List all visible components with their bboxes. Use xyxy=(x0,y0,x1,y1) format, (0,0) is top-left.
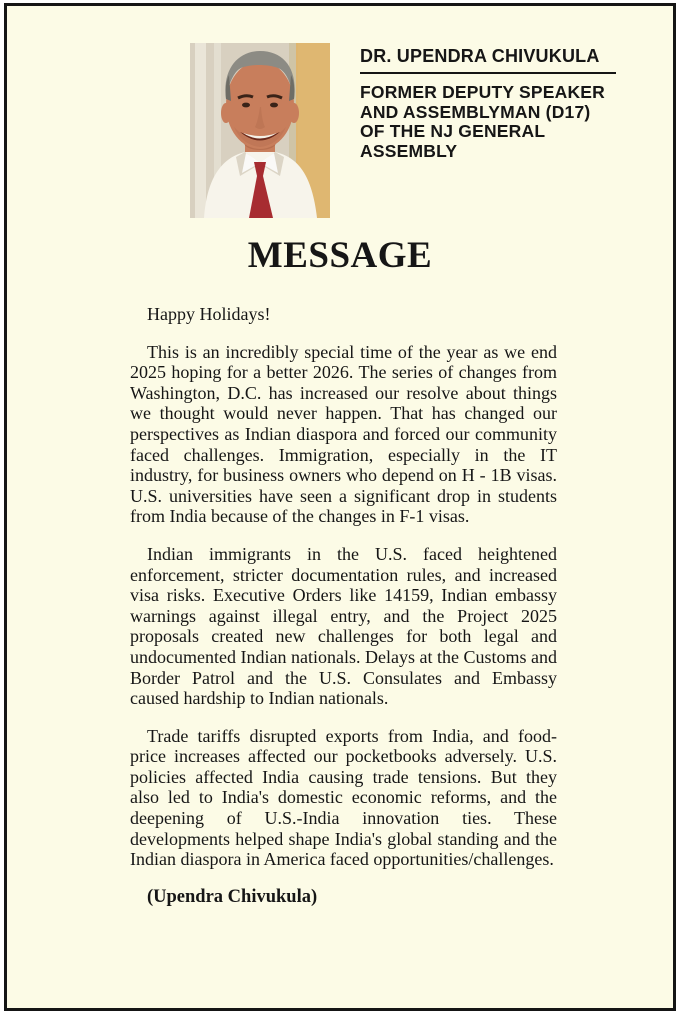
person-title-line-2: AND ASSEMBLYMAN (D17) xyxy=(360,101,591,122)
paragraph-3: Trade tariffs disrupted exports from India, and food-price increases affected our pocketbooks adversely. U.S. policies affected India causing trade tensions. But they also led to India's domestic economic reforms, and the deepening of U.S.-India innovation ties. These developments helped shape India's global standing and the Indian diaspora in America faced opportunities/challenges. xyxy=(130,725,557,870)
paragraph-2: Indian immigrants in the U.S. faced heightened enforcement, stricter documentation rules, and increased visa risks. Executive Orders like 14159, Indian embassy warnings against illegal entry, and the Project 2025 proposals created new challenges for both legal and undocumented Indian nationals. Delays at the Customs and Border Patrol and the U.S. Consulates and Embassy caused hardship to Indian nationals. xyxy=(130,543,557,709)
person-title-line-3: OF THE NJ GENERAL xyxy=(360,121,546,141)
portrait-illustration xyxy=(190,43,330,218)
name-underline xyxy=(360,72,616,74)
title-block xyxy=(360,46,650,161)
greeting: Happy Holidays! xyxy=(147,304,271,324)
person-title-line-1: FORMER DEPUTY SPEAKER xyxy=(360,82,606,102)
portrait-photo xyxy=(190,43,330,218)
letter-body xyxy=(7,304,673,907)
person-title xyxy=(360,83,650,161)
header xyxy=(7,6,673,218)
person-title-line-4: ASSEMBLY xyxy=(360,140,458,161)
message-heading: MESSAGE xyxy=(247,235,433,276)
document-page xyxy=(4,3,676,1011)
signature: (Upendra Chivukula) xyxy=(147,886,318,907)
paragraph-1: This is an incredibly special time of the year as we end 2025 hoping for a better 2026. The series of changes from Washington, D.C. has increased our resolve about things we thought would never happen. That has changed our perspectives as Indian diaspora and forced our community faced challenges. Immigration, especially in the IT industry, for business owners who depend on H - 1B visas. U.S. universities have seen a significant drop in students from India because of the changes in F-1 visas. xyxy=(130,341,557,527)
person-name: DR. UPENDRA CHIVUKULA xyxy=(360,46,600,66)
